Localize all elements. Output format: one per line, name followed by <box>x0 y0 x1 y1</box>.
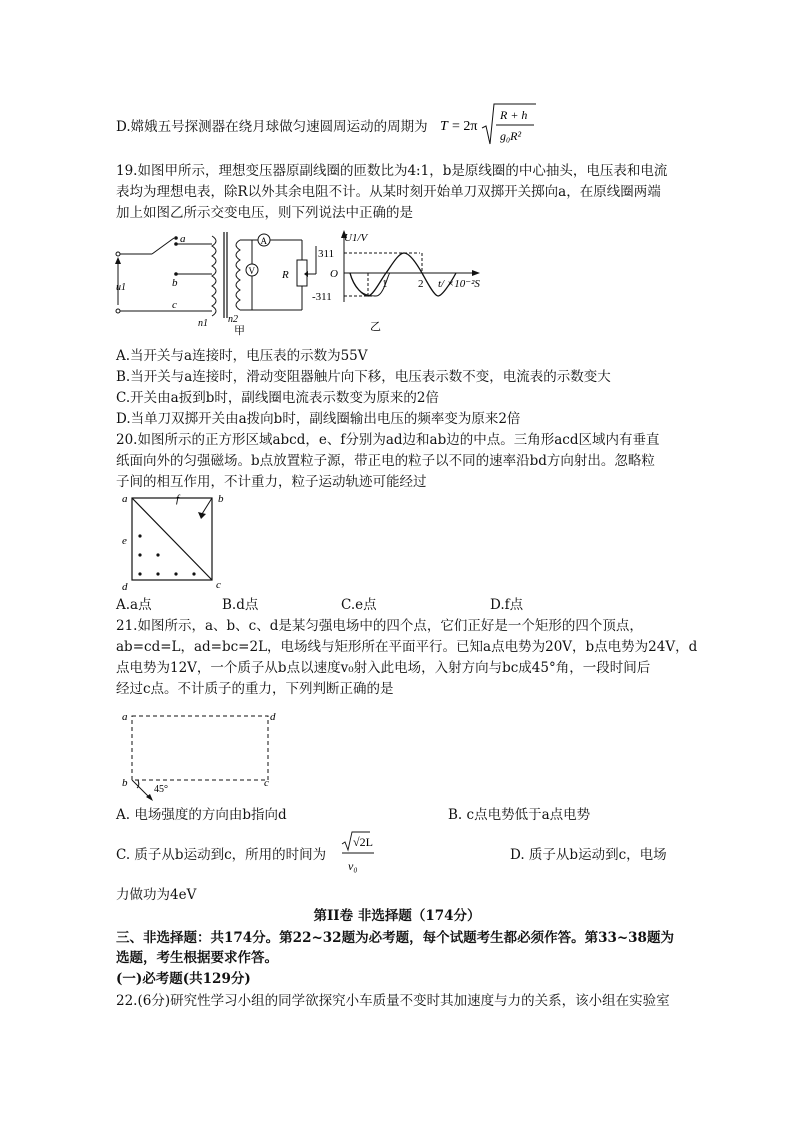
x-axis-label: t/ ×10⁻²S <box>438 278 480 290</box>
formula-c-numerator: √2L <box>353 835 373 849</box>
q20-option-b: B.d点 <box>222 597 259 613</box>
origin-label: O <box>330 268 338 280</box>
label-b: b <box>218 493 224 505</box>
y-axis-label: U1/V <box>344 232 368 244</box>
label-a: a <box>122 493 128 505</box>
diagonal-ac <box>132 498 212 580</box>
q19-option-d: D.当单刀双掷开关由a拨向b时，副线圈输出电压的频率变为原来2倍 <box>116 411 521 427</box>
voltmeter-label: V <box>248 266 255 276</box>
tick-ymax: 311 <box>318 248 335 260</box>
velocity-arrow <box>132 780 150 798</box>
label-n2: n2 <box>228 314 238 325</box>
label-a: a <box>122 711 128 723</box>
q20-option-c: C.e点 <box>341 597 377 613</box>
q19-option-a: A.当开关与a连接时，电压表的示数为55V <box>116 348 368 364</box>
label-d: d <box>122 581 128 593</box>
emission-arrow <box>202 498 212 514</box>
q19-stem-line-3: 加上如图乙所示交变电压，则下列说法中正确的是 <box>116 205 413 221</box>
q20-option-a: A.a点 <box>116 597 152 613</box>
q21-stem-line-2: ab=cd=L，ad=bc=2L，电场线与矩形所在平面平行。已知a点电势为20V，b点电势为24V，d <box>116 639 698 655</box>
label-b: b <box>172 277 178 289</box>
secondary-coil <box>236 240 240 310</box>
label-b: b <box>122 777 128 789</box>
label-d: d <box>270 711 276 723</box>
label-c: c <box>216 579 221 591</box>
q18-option-d <box>116 118 428 136</box>
label-n1: n1 <box>198 318 208 329</box>
period-formula <box>438 100 538 150</box>
label-R: R <box>282 269 289 281</box>
q20-stem-line-1: 20.如图所示的正方形区域abcd，e、f分别为ad边和ab边的中点。三角形acd区域内有垂直 <box>116 432 660 448</box>
formula-numerator: R + h <box>500 108 528 122</box>
label-u1: u1 <box>116 282 126 293</box>
switch-blade <box>152 238 174 254</box>
q20-stem-line-2: 纸面向外的匀强磁场。b点放置粒子源，带正电的粒子以不同的速率沿bd方向射出。忽略粒 <box>116 453 655 469</box>
formula-denominator: g₀R² <box>500 129 522 143</box>
q19-option-b: B.当开关与a连接时，滑动变阻器触片向下移，电压表示数不变，电流表的示数变大 <box>116 369 611 385</box>
q21-option-c: C. 质子从b运动到c，所用的时间为 <box>116 847 327 863</box>
angle-label: 45° <box>154 784 168 795</box>
label-yi: 乙 <box>370 321 381 333</box>
label-c: c <box>172 299 177 311</box>
primary-coil <box>212 236 216 316</box>
formula-T: T <box>440 119 448 134</box>
label-e: e <box>122 535 127 547</box>
q21-stem-line-3: 点电势为12V，一个质子从b点以速度v₀射入此电场，入射方向与bc成45°角，一段时间后 <box>116 660 651 676</box>
section-instruction-line-2: 选题，考生根据要求作答。 <box>116 950 278 966</box>
q20-stem-line-3: 子间的相互作用，不计重力，粒子运动轨迹可能经过 <box>116 474 427 490</box>
q21-option-d-continued: 力做功为4eV <box>116 887 197 903</box>
figure-q21-rectangle <box>118 706 288 802</box>
label-a: a <box>180 233 186 245</box>
q21-stem-line-4: 经过c点。不计质子的重力，下列判断正确的是 <box>116 681 394 697</box>
formula-eq: = 2π <box>452 119 478 134</box>
q19-stem-line-1: 19.如图甲所示，理想变压器原副线圈的匝数比为4:1，b是原线圈的中心抽头，电压表和电流 <box>116 163 668 179</box>
ammeter-label: A <box>260 236 267 246</box>
label-jia: 甲 <box>234 325 245 337</box>
q21-option-d: D. 质子从b运动到c，电场 <box>510 847 667 863</box>
section-title: 第II卷 非选择题（174分） <box>313 908 481 924</box>
section-instruction-line-1: 三、非选择题：共174分。第22~32题为必考题，每个试题考生都必须作答。第33~38题为 <box>116 930 674 946</box>
q19-stem-line-2: 表均为理想电表，除R以外其余电阻不计。从某时刻开始单刀双掷开关掷向a，在原线圈两端 <box>116 184 661 200</box>
tick-t1: 1 <box>382 278 388 290</box>
tick-ymin: -311 <box>312 291 332 303</box>
label-f: f <box>176 493 180 505</box>
rectangle-abcd <box>132 716 268 780</box>
terminal-top <box>116 252 120 256</box>
q19-option-c: C.开关由a扳到b时，副线圈电流表示数变为原来的2倍 <box>116 390 439 406</box>
formula-c-denominator: v₀ <box>348 859 358 873</box>
figure-q20-square <box>118 492 228 594</box>
terminal-bottom <box>116 309 120 313</box>
q21-stem-line-1: 21.如图所示，a、b、c、d是某匀强电场中的四个点，它们正好是一个矩形的四个顶点， <box>116 618 643 634</box>
label-c: c <box>264 777 269 789</box>
q21-option-a: A. 电场强度的方向由b指向d <box>116 807 287 823</box>
figure-yi-voltage-graph <box>310 226 510 338</box>
q22-line-1: 22.(6分)研究性学习小组的同学欲探究小车质量不变时其加速度与力的关系，该小组在实验室 <box>116 993 670 1009</box>
q20-option-d: D.f点 <box>490 597 524 613</box>
section-subheading: (一)必考题(共129分) <box>116 971 251 987</box>
figure-jia-transformer <box>112 226 322 341</box>
q21-option-c-formula <box>340 830 380 876</box>
q21-option-b: B. c点电势低于a点电势 <box>448 807 591 823</box>
tick-t2: 2 <box>418 278 424 290</box>
q18-option-d-text: D.嫦娥五号探测器在绕月球做匀速圆周运动的周期为 <box>116 119 428 135</box>
